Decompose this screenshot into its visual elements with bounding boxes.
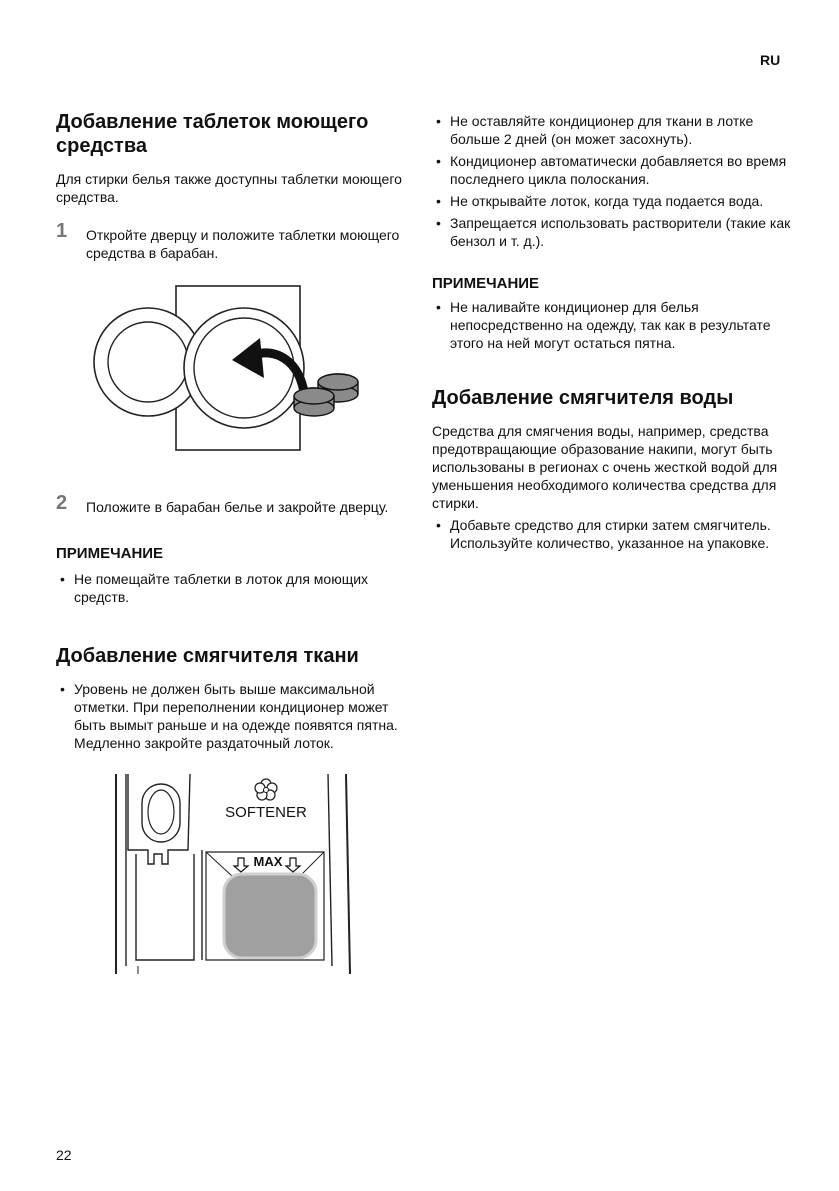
list-item: • Не открывайте лоток, когда туда подается вода.	[432, 192, 792, 210]
dispenser-drawing	[114, 770, 354, 976]
max-label: MAX	[253, 854, 283, 869]
tablets-heading: Добавление таблеток моющего средства	[56, 111, 369, 157]
list-item: • Не помещайте таблетки в лоток для моющих средств.	[56, 570, 416, 606]
softener-heading: Добавление смягчителя ткани	[56, 645, 359, 667]
list-item: • Кондиционер автоматически добавляется во время последнего цикла полоскания.	[432, 152, 792, 188]
right-column	[432, 110, 792, 556]
water-softener-heading: Добавление смягчителя воды	[432, 387, 734, 409]
list-item: • Уровень не должен быть выше максимальной отметки. При переполнении кондиционер может быть вымыт раньше и на одежде появятся пятна. Медленно закройте раздаточный лоток.	[56, 680, 416, 752]
water-softener-intro: Средства для смягчения воды, например, средства предотвращающие образование накипи, могут быть использованы в регионах с очень жесткой водой для уменьшения необходимого количества средства для стирки.	[432, 423, 778, 511]
softener-dispenser-illustration	[114, 770, 354, 976]
step-2-number: 2	[56, 492, 68, 514]
washer-tablets-illustration	[92, 284, 416, 456]
tablets-note-title: ПРИМЕЧАНИЕ	[56, 545, 164, 562]
softener-list	[56, 680, 416, 752]
step-1-text: Откройте дверцу и положите таблетки моющего средства в барабан.	[86, 227, 400, 261]
list-item: • Запрещается использовать растворители (такие как бензол и т. д.).	[432, 214, 792, 250]
tablets-note-list	[56, 570, 416, 606]
list-item: • Не оставляйте кондиционер для ткани в лотке больше 2 дней (он может засохнуть).	[432, 112, 792, 148]
list-item: • Не наливайте кондиционер для белья непосредственно на одежду, так как в результате этого на ней могут остаться пятна.	[432, 298, 792, 352]
flower-icon	[255, 779, 277, 800]
softener-note-title: ПРИМЕЧАНИЕ	[432, 275, 540, 292]
language-code: RU	[760, 52, 781, 68]
left-column	[56, 110, 416, 976]
water-softener-list	[432, 516, 792, 552]
softener-label: SOFTENER	[225, 804, 307, 821]
step-2	[56, 492, 416, 516]
step-1-number: 1	[56, 220, 68, 242]
page-number: 22	[56, 1147, 72, 1163]
list-item: • Добавьте средство для стирки затем смягчитель. Используйте количество, указанное на упаковке.	[432, 516, 792, 552]
washer-drawing	[92, 284, 382, 456]
max-arrow-left-icon	[234, 858, 248, 872]
step-1	[56, 220, 416, 262]
step-2-text: Положите в барабан белье и закройте дверцу.	[86, 499, 389, 515]
tablets-intro: Для стирки белья также доступны таблетки моющего средства.	[56, 171, 402, 205]
softener-continued-list	[432, 112, 792, 250]
softener-note-list	[432, 298, 792, 352]
max-arrow-right-icon	[286, 858, 300, 872]
